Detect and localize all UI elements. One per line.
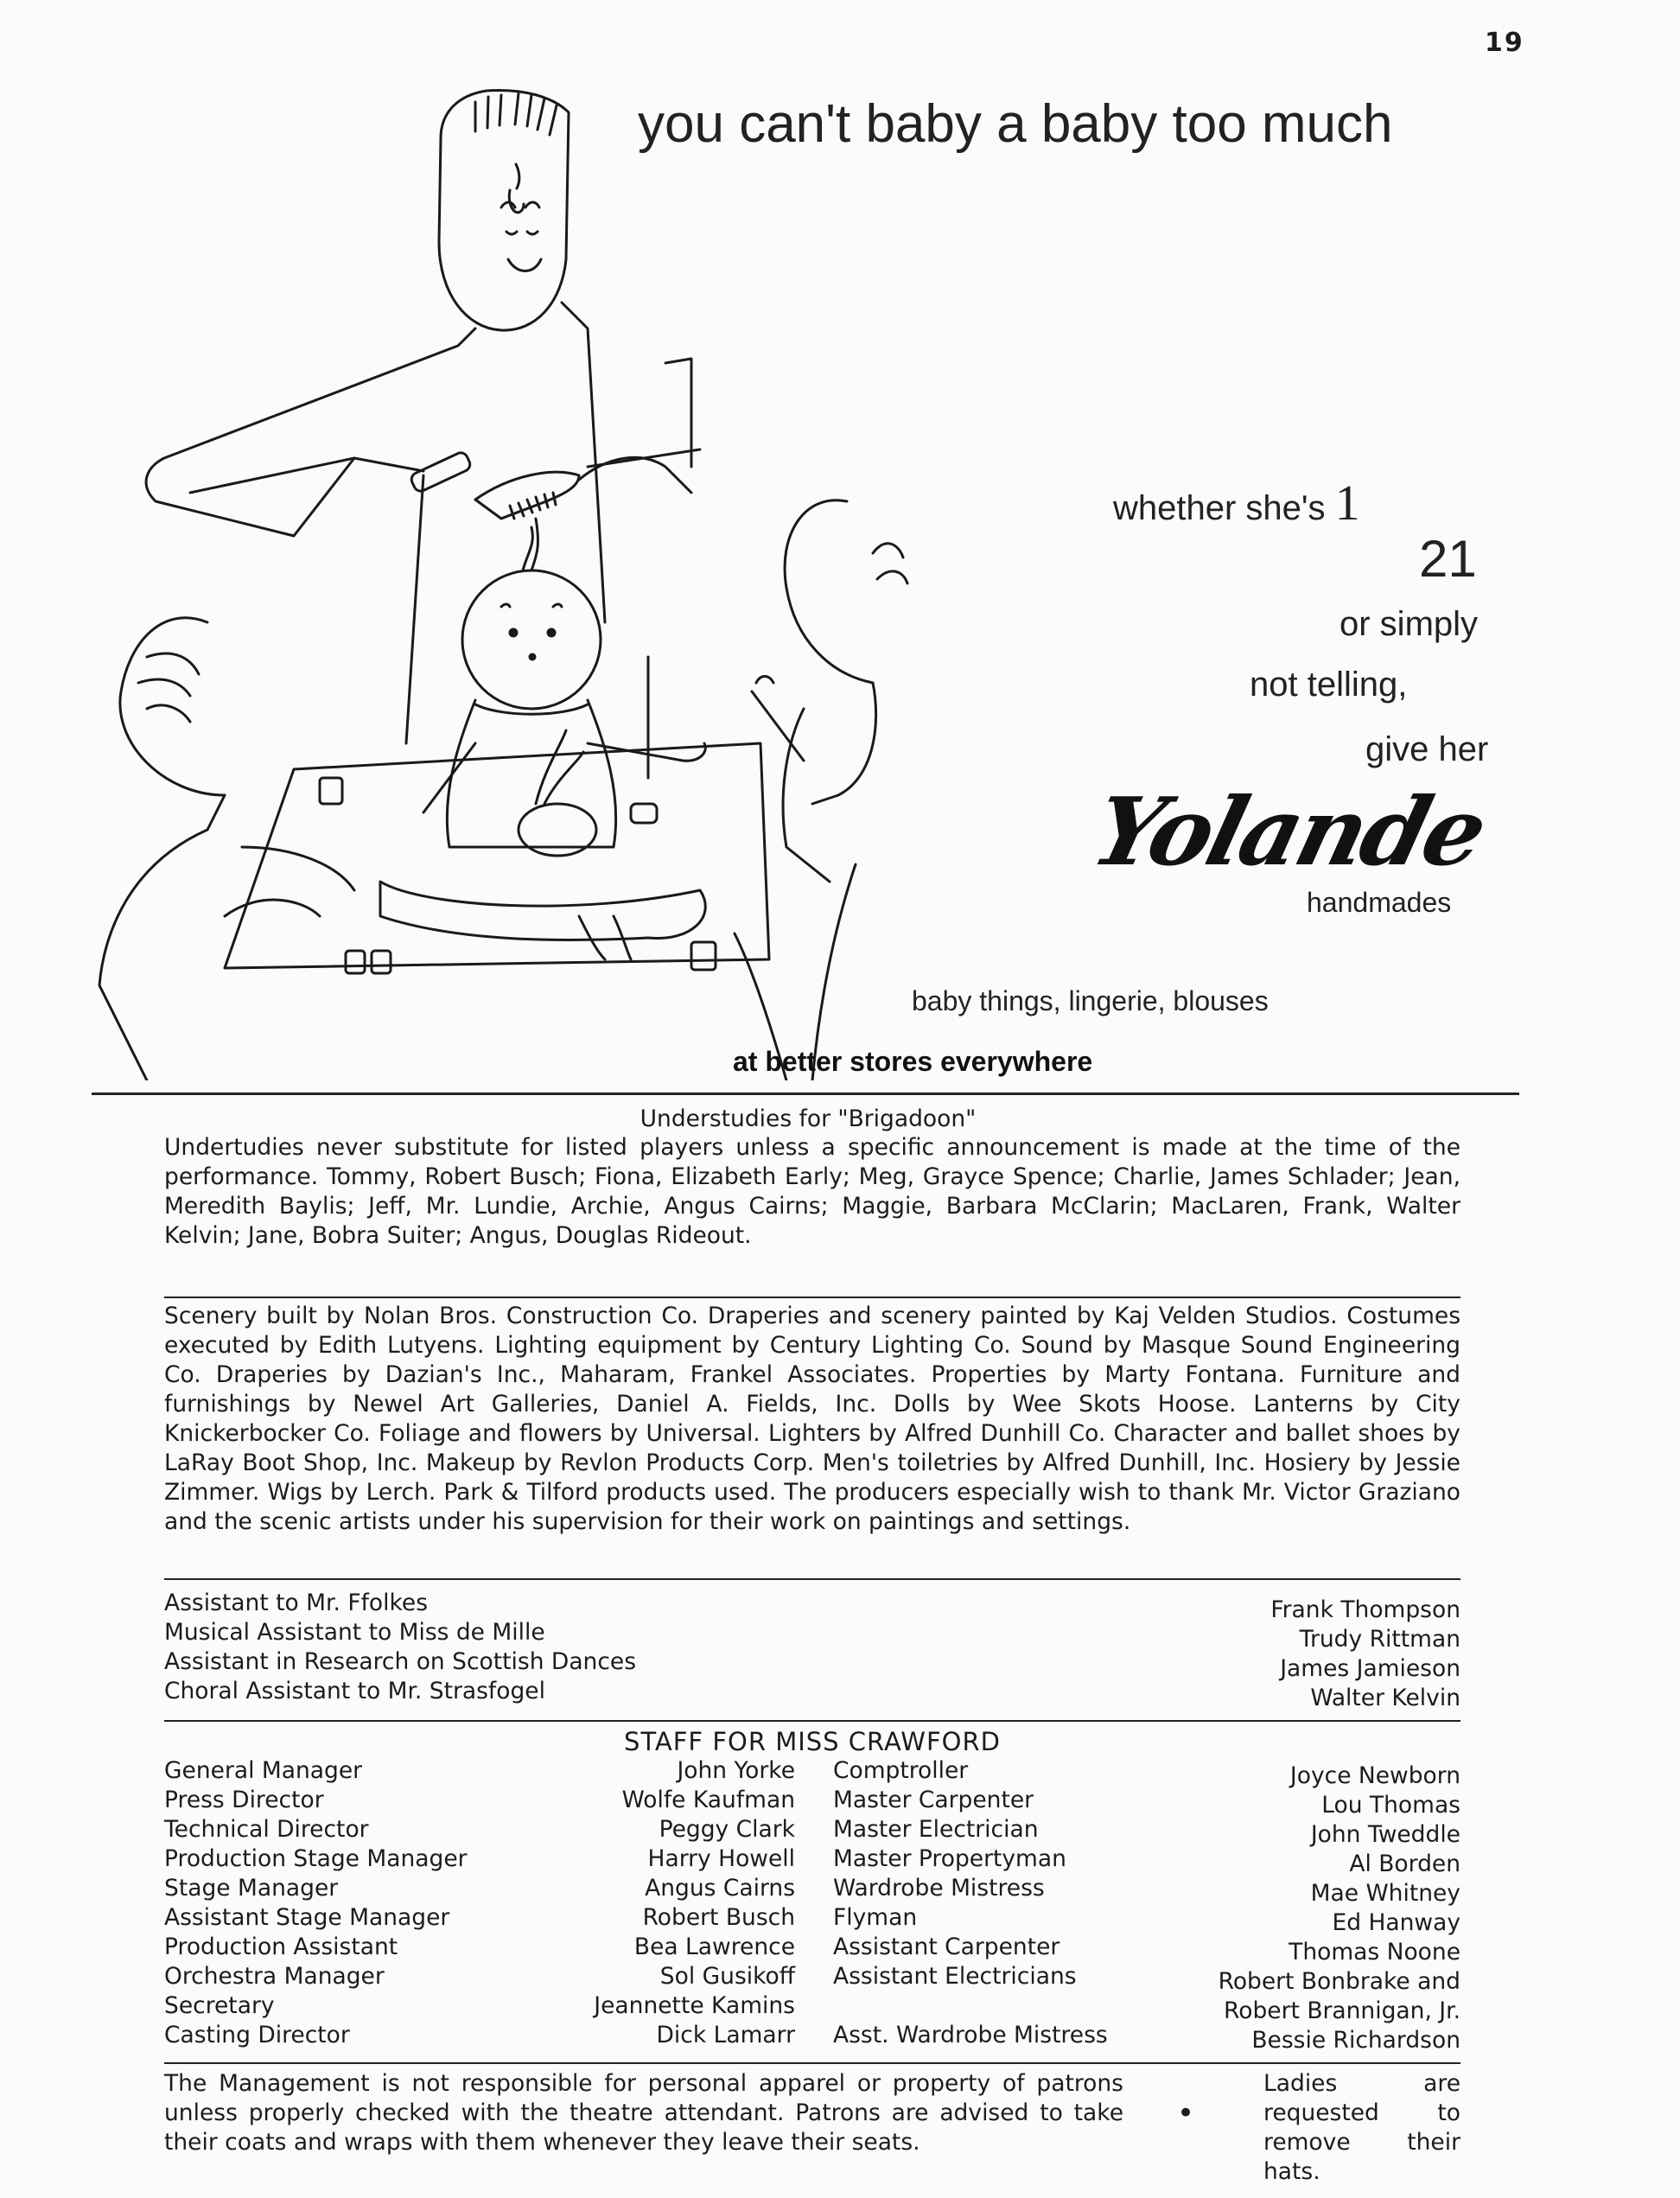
staff-role: Technical Director <box>164 1816 369 1843</box>
ad-give-her: give her <box>1365 730 1489 768</box>
staff-title: STAFF FOR MISS CRAWFORD <box>624 1727 1001 1756</box>
ad-illustration <box>95 86 959 1080</box>
ad-not-telling: not telling, <box>1250 666 1408 704</box>
staff-row <box>164 1874 795 1903</box>
ad-whether-text: whether she's <box>1113 489 1326 527</box>
ladies-notice: Ladies are requested to remove their hats. <box>1263 2070 1460 2185</box>
ad-age-1: 1 <box>1334 475 1360 531</box>
staff-role: Assistant Electricians <box>833 1963 1077 1990</box>
staff-name: Dick Lamarr <box>656 2022 795 2048</box>
divider <box>164 1720 1460 1722</box>
divider <box>164 2062 1460 2064</box>
staff-name: Ed Hanway <box>1332 1909 1460 1936</box>
staff-row <box>833 1844 1460 1877</box>
list-item <box>164 1589 1460 1623</box>
staff-role: Press Director <box>164 1787 324 1813</box>
staff-row <box>833 1962 1460 1995</box>
assistant-role: Choral Assistant to Mr. Strasfogel <box>164 1678 545 1704</box>
staff-name: Robert Bonbrake and <box>1218 1968 1460 1995</box>
staff-row <box>833 1756 1460 1789</box>
assistant-name: James Jamieson <box>1280 1655 1460 1682</box>
staff-name: John Yorke <box>677 1757 795 1784</box>
assistant-name: Walter Kelvin <box>1310 1685 1460 1711</box>
staff-row <box>164 1903 795 1933</box>
staff-right-column <box>833 1756 1460 2059</box>
assistant-role: Assistant in Research on Scottish Dances <box>164 1648 637 1675</box>
staff-row <box>164 1786 795 1815</box>
staff-name: Robert Busch <box>642 1904 795 1931</box>
ad-handmades: handmades <box>1307 887 1452 918</box>
staff-name: Sol Gusikoff <box>659 1963 795 1990</box>
staff-role: Secretary <box>164 1992 275 2019</box>
staff-role: Flyman <box>833 1904 918 1931</box>
management-notice: The Management is not responsible for personal apparel or property of patrons unless properly checked with the theatre attendant. Patrons are advised to take their coats and wraps with them whenever they leave their seats. <box>164 2070 1123 2156</box>
ad-headline: you can't baby a baby too much <box>638 94 1393 154</box>
staff-name: Bessie Richardson <box>1251 2027 1460 2054</box>
staff-role: Master Propertyman <box>833 1845 1066 1872</box>
staff-name: Mae Whitney <box>1310 1880 1460 1907</box>
production-credits: Scenery built by Nolan Bros. Construction Co. Draperies and scenery painted by Kaj Velden Studios. Costumes executed by Edith Lutyens. Lighting equipment by Century Lighting Co. Sound by Masque Sound Engineering Co. Draperies by Dazian's Inc., Maharam, Frankel Associates. Properties by Marty Fontana. Furniture and furnishings by Newel Art Galleries, Daniel A. Fields, Inc. Dolls by Wee Skots Hoose. Lanterns by City Knickerbocker Co. Foliage and flowers by Universal. Lighters by Alfred Dunhill Co. Character and ballet shoes by LaRay Boot Shop, Inc. Makeup by Revlon Products Corp. Men's toiletries by Alfred Dunhill, Inc. Hosiery by Jessie Zimmer. Wigs by Lerch. Park & Tilford products used. The producers especially wish to thank Mr. Victor Graziano and the scenic artists under his supervision for their work on paintings and settings. <box>164 1303 1460 1535</box>
staff-role: Master Electrician <box>833 1816 1039 1843</box>
divider <box>164 1578 1460 1580</box>
assistant-role: Assistant to Mr. Ffolkes <box>164 1590 429 1616</box>
staff-row <box>164 1756 795 1786</box>
staff-role: Casting Director <box>164 2022 350 2048</box>
staff-role: Comptroller <box>833 1757 969 1784</box>
bullet: • <box>1177 2096 1195 2131</box>
staff-row <box>833 1815 1460 1848</box>
page-number: 19 <box>1485 28 1524 58</box>
staff-name: Robert Brannigan, Jr. <box>1224 1997 1460 2024</box>
brand-wordmark: Yolande <box>1082 778 1495 887</box>
staff-row <box>164 2021 795 2050</box>
assistant-name: Trudy Rittman <box>1299 1626 1460 1653</box>
staff-name: John Tweddle <box>1310 1821 1460 1848</box>
staff-name: Peggy Clark <box>659 1816 795 1843</box>
staff-row <box>833 1874 1460 1907</box>
understudies-text: Undertudies never substitute for listed players unless a specific announcement is made at the time of the performance. Tommy, Robert Busch; Fiona, Elizabeth Early; Meg, Grayce Spence; Charlie, James Schlader; Jean, Meredith Baylis; Jeff, Mr. Lundie, Archie, Angus Cairns; Maggie, Barbara McClarin; MacLaren, Frank, Walter Kelvin; Jane, Bobra Suiter; Angus, Douglas Rideout. <box>164 1134 1460 1249</box>
list-item <box>164 1618 1460 1653</box>
staff-name: Bea Lawrence <box>633 1934 795 1960</box>
staff-row <box>833 1903 1460 1936</box>
staff-role: Assistant Stage Manager <box>164 1904 450 1931</box>
assistant-name: Frank Thompson <box>1270 1596 1460 1623</box>
staff-role: Assistant Carpenter <box>833 1934 1060 1960</box>
staff-row <box>833 2021 1460 2054</box>
staff-name: Angus Cairns <box>645 1875 795 1902</box>
staff-name: Harry Howell <box>647 1845 795 1872</box>
staff-name: Al Borden <box>1349 1851 1460 1877</box>
ad-or-simply: or simply <box>1340 605 1479 643</box>
staff-name: Thomas Noone <box>1289 1939 1460 1965</box>
staff-role: Production Assistant <box>164 1934 398 1960</box>
staff-role: Orchestra Manager <box>164 1963 385 1990</box>
ad-availability: at better stores everywhere <box>733 1046 1093 1077</box>
ad-whether <box>1113 474 1360 532</box>
understudies-title: Understudies for "Brigadoon" <box>640 1105 977 1132</box>
assistants-list <box>164 1589 1460 1710</box>
divider <box>92 1093 1519 1095</box>
divider <box>164 1297 1460 1298</box>
staff-role: Production Stage Manager <box>164 1845 468 1872</box>
list-item <box>164 1647 1460 1682</box>
staff-role: Stage Manager <box>164 1875 339 1902</box>
staff-role: General Manager <box>164 1757 363 1784</box>
staff-role: Wardrobe Mistress <box>833 1875 1045 1902</box>
assistant-role: Musical Assistant to Miss de Mille <box>164 1619 545 1646</box>
staff-name: Lou Thomas <box>1321 1792 1460 1819</box>
staff-role: Master Carpenter <box>833 1787 1034 1813</box>
staff-name: Jeannette Kamins <box>594 1992 795 2019</box>
staff-row <box>164 1962 795 1991</box>
staff-name: Joyce Newborn <box>1289 1762 1460 1789</box>
staff-row <box>833 1933 1460 1965</box>
ad-products: baby things, lingerie, blouses <box>912 985 1269 1016</box>
staff-left-column <box>164 1756 795 2059</box>
list-item <box>164 1677 1460 1711</box>
staff-row <box>164 1991 795 2021</box>
staff-row <box>164 1933 795 1962</box>
staff-role: Asst. Wardrobe Mistress <box>833 2022 1108 2048</box>
staff-name: Wolfe Kaufman <box>621 1787 795 1813</box>
staff-row <box>833 1786 1460 1819</box>
staff-row <box>833 1991 1460 2024</box>
staff-row <box>164 1844 795 1874</box>
ad-age-21: 21 <box>1419 530 1477 588</box>
staff-row <box>164 1815 795 1844</box>
